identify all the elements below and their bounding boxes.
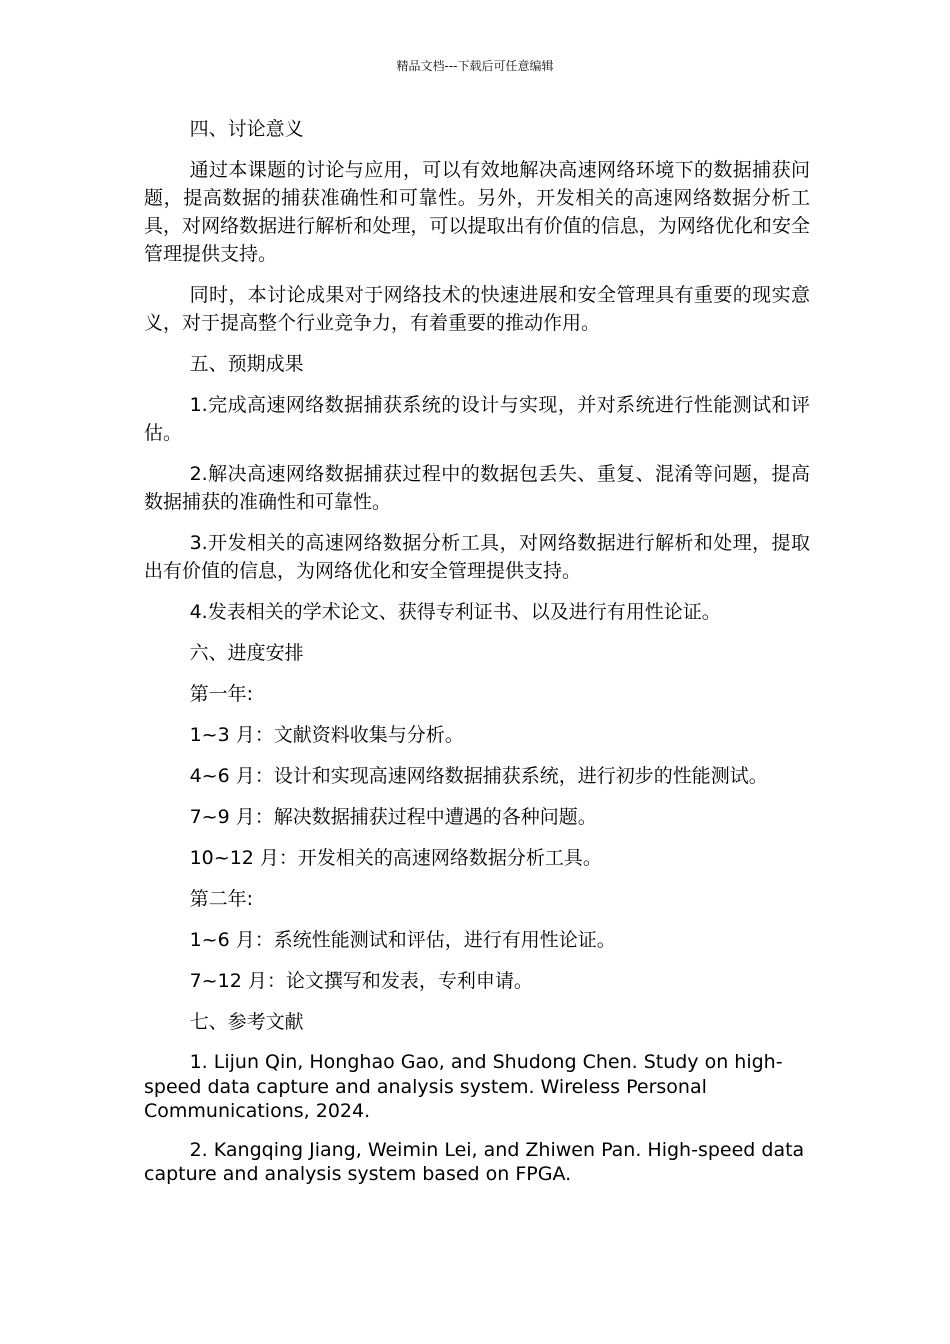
expected-result-item: 4.发表相关的学术论文、获得专利证书、以及进行有用性论证。 <box>189 601 721 623</box>
schedule-item: 7~9 月：解决数据捕获过程中遭遇的各种问题。 <box>189 806 597 828</box>
schedule-item: 4~6 月：设计和实现高速网络数据捕获系统，进行初步的性能测试。 <box>189 765 768 787</box>
schedule-item: 10~12 月：开发相关的高速网络数据分析工具。 <box>189 847 602 869</box>
section-heading-expected-results: 五、预期成果 <box>189 353 304 375</box>
section-heading-references: 七、参考文献 <box>189 1011 304 1033</box>
discussion-paragraph-1: 通过本课题的讨论与应用，可以有效地解决高速网络环境下的数据捕获问题，提高数据的捕获准确性和可靠性。另外，开发相关的高速网络数据分析工具，对网络数据进行解析和处理，可以提取出有价值的信息，为网络优化和安全管理提供支持。 <box>144 159 810 265</box>
schedule-year2-label: 第二年: <box>189 888 253 910</box>
schedule-item: 1~6 月：系统性能测试和评估，进行有用性论证。 <box>189 929 616 951</box>
section-heading-discussion: 四、讨论意义 <box>189 118 304 140</box>
page-header-note: 精品文档---下载后可任意编辑 <box>396 59 554 73</box>
reference-item: 1. Lijun Qin, Honghao Gao, and Shudong Chen. Study on high-speed data capture and analysis system. Wireless Personal Communications, 2024. <box>144 1051 783 1122</box>
section-heading-schedule: 六、进度安排 <box>189 642 304 664</box>
document-body <box>144 115 810 1187</box>
expected-result-item: 3.开发相关的高速网络数据分析工具，对网络数据进行解析和处理，提取出有价值的信息，为网络优化和安全管理提供支持。 <box>144 532 810 582</box>
expected-result-item: 2.解决高速网络数据捕获过程中的数据包丢失、重复、混淆等问题，提高数据捕获的准确性和可靠性。 <box>144 463 810 513</box>
reference-item: 2. Kangqing Jiang, Weimin Lei, and Zhiwen Pan. High-speed data capture and analysis system based on FPGA. <box>144 1138 805 1185</box>
expected-result-item: 1.完成高速网络数据捕获系统的设计与实现，并对系统进行性能测试和评估。 <box>144 394 810 444</box>
discussion-paragraph-2: 同时，本讨论成果对于网络技术的快速进展和安全管理具有重要的现实意义，对于提高整个行业竞争力，有着重要的推动作用。 <box>144 284 810 334</box>
schedule-item: 1~3 月：文献资料收集与分析。 <box>189 724 464 746</box>
schedule-item: 7~12 月：论文撰写和发表，专利申请。 <box>189 970 533 992</box>
schedule-year1-label: 第一年: <box>189 683 253 705</box>
